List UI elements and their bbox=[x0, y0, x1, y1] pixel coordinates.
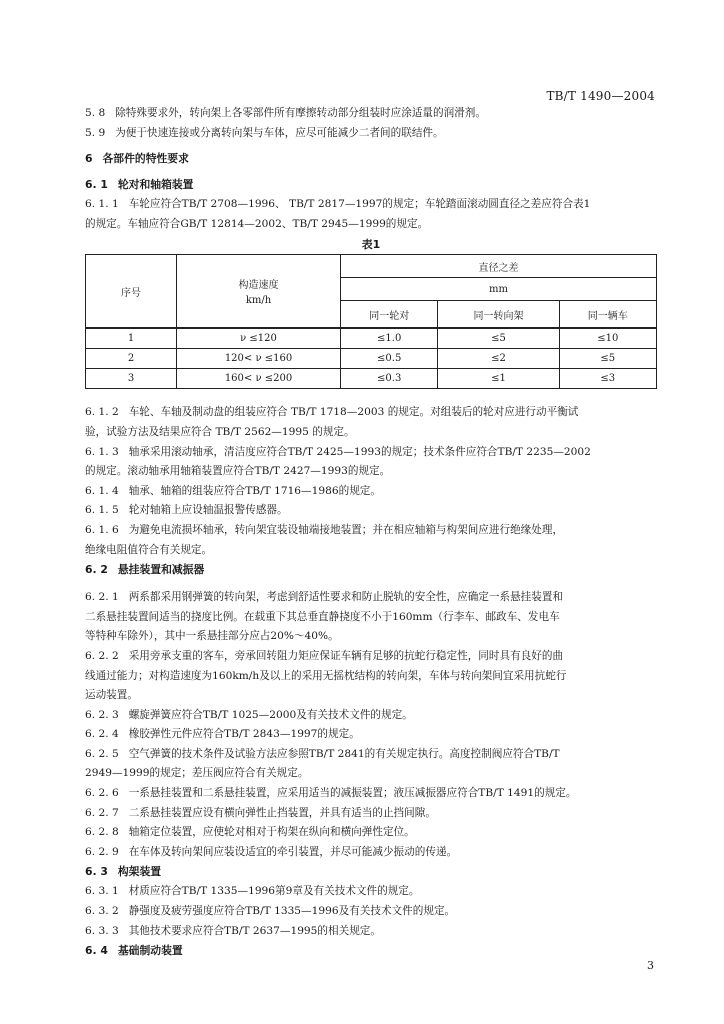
table-cell: ≤0.5 bbox=[341, 349, 438, 369]
table-cell: ≤10 bbox=[559, 328, 656, 349]
clause bbox=[85, 647, 657, 667]
clause-number: 5. 9 bbox=[85, 126, 106, 139]
table-cell: 160< ν ≤200 bbox=[177, 369, 341, 389]
clause-number: 6. 1 bbox=[85, 178, 108, 192]
col-header-diff-unit: mm bbox=[341, 278, 657, 301]
table-cell: 120< ν ≤160 bbox=[177, 349, 341, 369]
clause-text: 轴承采用滚动轴承，清洁度应符合TB/T 2425—1993的规定；技术条件应符合TB/T 2235—2002 bbox=[128, 445, 591, 458]
clause bbox=[85, 124, 657, 144]
section-heading bbox=[85, 175, 657, 195]
table-cell: 3 bbox=[86, 369, 177, 389]
speed-label: 构造速度 bbox=[238, 280, 279, 292]
sub-header-vehicle: 同一辆车 bbox=[559, 301, 656, 329]
clause-continuation: 绝缘电阻值符合有关规定。 bbox=[85, 543, 213, 556]
spacer bbox=[85, 580, 657, 588]
clause-text: 构架装置 bbox=[117, 865, 162, 879]
clause bbox=[85, 588, 657, 608]
clause bbox=[85, 104, 657, 124]
section-heading bbox=[85, 941, 657, 961]
clause bbox=[85, 902, 657, 922]
clause-number: 6. 4 bbox=[85, 944, 108, 958]
clause-number: 6. 1. 6 bbox=[85, 523, 119, 536]
clause-number: 6. 2. 3 bbox=[85, 708, 119, 721]
clause-number: 6. 2. 4 bbox=[85, 728, 119, 741]
clause bbox=[85, 784, 657, 804]
clause-number: 6 bbox=[85, 152, 93, 166]
clause-text: 基础制动装置 bbox=[117, 944, 183, 958]
standard-code: TB/T 1490—2004 bbox=[546, 89, 655, 103]
col-header-diff: 直径之差 bbox=[341, 255, 657, 278]
clause-number: 6. 2 bbox=[85, 563, 108, 577]
clause-text: 为便于快速连接或分离转向架与车体，应尽可能减少二者间的联结件。 bbox=[115, 126, 444, 139]
clause-number: 6. 2. 1 bbox=[85, 591, 119, 604]
clause bbox=[85, 922, 657, 942]
clause-text: 二系悬挂装置应设有横向弹性止挡装置，并具有适当的止挡间隙。 bbox=[128, 806, 436, 819]
clause bbox=[85, 745, 657, 765]
clause-continuation: 运动装置。 bbox=[85, 689, 138, 702]
sub-header-bogie: 同一转向架 bbox=[438, 301, 559, 329]
clause-text: 采用旁承支重的客车，旁承回转阻力矩应保证车辆有足够的抗蛇行稳定性，同时具有良好的曲 bbox=[128, 649, 564, 662]
clause-number: 6. 2. 8 bbox=[85, 826, 119, 839]
section-heading bbox=[85, 862, 657, 882]
clause-continuation: 验，试验方法及结果应符合 TB/T 2562—1995 的规定。 bbox=[85, 425, 355, 438]
clause-text: 轮对轴箱上应设轴温报警传感器。 bbox=[128, 504, 288, 517]
table-cell: 1 bbox=[86, 328, 177, 349]
clause-number: 6. 1. 3 bbox=[85, 445, 119, 458]
clause-text: 材质应符合TB/T 1335—1996第9章及有关技术文件的规定。 bbox=[128, 885, 420, 898]
clause-text: 各部件的特性要求 bbox=[102, 152, 189, 166]
clause bbox=[85, 725, 657, 745]
clause-number: 5. 8 bbox=[85, 107, 106, 119]
table-cell: ≤2 bbox=[438, 349, 559, 369]
clause-continuation: 的规定。滚动轴承用轴箱装置应符合TB/T 2427—1993的规定。 bbox=[85, 465, 391, 478]
clause-number: 6. 3. 2 bbox=[85, 905, 119, 918]
clause-text: 车轮、车轴及制动盘的组装应符合 TB/T 1718—2003 的规定。对组装后的轮对应进行动平衡试 bbox=[128, 406, 579, 419]
clause bbox=[85, 443, 657, 463]
clause bbox=[85, 706, 657, 726]
clause-text: 车轮应符合TB/T 2708—1996、 TB/T 2817—1997的规定；车轮踏面滚动圆直径之差应符合表1 bbox=[128, 198, 591, 211]
clause bbox=[85, 882, 657, 902]
clause-text: 空气弹簧的技术条件及试验方法应参照TB/T 2841的有关规定执行。高度控制阀应符合TB/T bbox=[128, 747, 560, 760]
clause-text: 轮对和轴箱装置 bbox=[117, 178, 194, 192]
clause-text: 为避免电流损坏轴承，转向架宜装设轴端接地装置；并在相应轴箱与构架间应进行绝缘处理， bbox=[128, 523, 564, 536]
section-heading bbox=[85, 149, 657, 169]
speed-unit: km/h bbox=[245, 295, 272, 307]
clause-number: 6. 2. 6 bbox=[85, 787, 119, 800]
clause-text: 两系都采用钢弹簧的转向架，考虑到舒适性要求和防止脱轨的安全性，应确定一系悬挂装置和 bbox=[128, 591, 564, 604]
clause-text: 其他技术要求应符合TB/T 2637—1995的相关规定。 bbox=[128, 924, 381, 937]
clause-number: 6. 3. 3 bbox=[85, 924, 119, 937]
clause-number: 6. 2. 9 bbox=[85, 845, 119, 858]
clause bbox=[85, 843, 657, 863]
clause-text: 除特殊要求外，转向架上各零部件所有摩擦转动部分组装时应涂适量的润滑剂。 bbox=[115, 107, 486, 119]
wheel-diameter-table bbox=[85, 254, 657, 389]
clause-continuation: 二系悬挂装置间适当的挠度比例。在载重下其总垂直静挠度不小于160mm（行李车、邮政车、发电车 bbox=[85, 610, 560, 623]
clause-text: 在车体及转向架间应装设适宜的牵引装置，并尽可能减少振动的传递。 bbox=[128, 845, 458, 858]
clause bbox=[85, 804, 657, 824]
clause bbox=[85, 195, 657, 215]
col-header-speed bbox=[177, 255, 341, 329]
clause-text: 橡胶弹性元件应符合TB/T 2843—1997的规定。 bbox=[128, 728, 360, 741]
sub-header-wheelset: 同一轮对 bbox=[341, 301, 438, 329]
table-cell: ≤5 bbox=[438, 328, 559, 349]
section-before-table bbox=[85, 104, 657, 234]
clause-text: 悬挂装置和减振器 bbox=[117, 563, 205, 577]
table-cell: 2 bbox=[86, 349, 177, 369]
clause-continuation: 2949—1999的规定；差压阀应符合有关规定。 bbox=[85, 767, 309, 780]
clause bbox=[85, 501, 657, 521]
clause-continuation: 线通过能力；对构造速度为160km/h及以上的采用无摇枕结构的转向架，车体与转向架间宜采用抗蛇行 bbox=[85, 669, 567, 682]
clause-number: 6. 1. 2 bbox=[85, 406, 119, 419]
clause-number: 6. 3. 1 bbox=[85, 885, 119, 898]
clause bbox=[85, 403, 657, 423]
col-header-seq: 序号 bbox=[86, 255, 177, 329]
clause-text: 螺旋弹簧应符合TB/T 1025—2000及有关技术文件的规定。 bbox=[128, 708, 413, 721]
table-cell: ≤0.3 bbox=[341, 369, 438, 389]
clause-text: 轴承、轴箱的组装应符合TB/T 1716—1986的规定。 bbox=[128, 484, 381, 497]
clause-number: 6. 2. 5 bbox=[85, 747, 119, 760]
clause-number: 6. 1. 4 bbox=[85, 484, 119, 497]
table-cell: ≤5 bbox=[559, 349, 656, 369]
table-cell: ν ≤120 bbox=[177, 328, 341, 349]
clause bbox=[85, 482, 657, 502]
clause bbox=[85, 521, 657, 541]
clause-number: 6. 2. 7 bbox=[85, 806, 119, 819]
clause bbox=[85, 823, 657, 843]
clause-text: 静强度及疲劳强度应符合TB/T 1335—1996及有关技术文件的规定。 bbox=[128, 905, 456, 918]
page-number: 3 bbox=[647, 959, 654, 972]
clause-continuation: 的规定。车轴应符合GB/T 12814—2002、TB/T 2945—1999的规定。 bbox=[85, 217, 429, 230]
clause-continuation: 等特种车除外），其中一系悬挂部分应占20%～40%。 bbox=[85, 630, 339, 643]
clause-text: 一系悬挂装置和二系悬挂装置，应采用适当的减振装置；液压减振器应符合TB/T 1491的规定。 bbox=[128, 787, 577, 800]
clause-number: 6. 2. 2 bbox=[85, 649, 119, 662]
table-cell: ≤1.0 bbox=[341, 328, 438, 349]
document-body bbox=[85, 104, 657, 961]
section-after-table bbox=[85, 403, 657, 961]
table-cell: ≤3 bbox=[559, 369, 656, 389]
clause-number: 6. 3 bbox=[85, 865, 108, 879]
table-cell: ≤1 bbox=[438, 369, 559, 389]
clause-text: 轴箱定位装置，应使轮对相对于构架在纵向和横向弹性定位。 bbox=[128, 826, 415, 839]
table-caption: 表1 bbox=[361, 238, 381, 252]
clause-number: 6. 1. 1 bbox=[85, 198, 119, 211]
section-heading bbox=[85, 560, 657, 580]
clause-number: 6. 1. 5 bbox=[85, 504, 119, 517]
